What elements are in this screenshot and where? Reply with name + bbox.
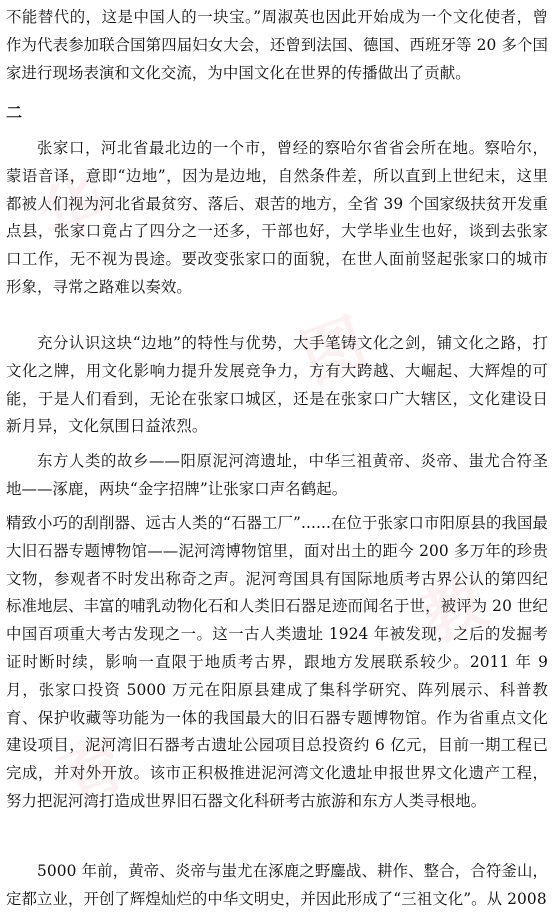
- watermark-logo: 育: [51, 725, 137, 818]
- paragraph-three-ancestors: 5000 年前，黄帝、炎帝与蚩尤在涿鹿之野鏖战、耕作、整合，合符釜山，定都立业，开创了辉煌灿烂的中华文明史，并因此形成了“三祖文化”。从 2008: [6, 862, 548, 908]
- paragraph-continued: 不能替代的，这是中国人的一块宝。”周淑英也因此开始成为一个文化使者，曾作为代表参加联合国第四届妇女大会，还曾到法国、德国、西班牙等 20 多个国家进行现场表演和文化交流，为中国文化在世界的传播做出了贡献。: [6, 8, 548, 82]
- paragraph-golden-signboards: 东方人类的故乡——阳原泥河湾遗址，中华三祖黄帝、炎帝、蚩尤合符圣地——涿鹿，两块“金字招牌”让张家口声名鹤起。: [6, 452, 548, 498]
- watermark-logo: 图: [291, 305, 377, 398]
- section-heading: 二: [6, 103, 23, 122]
- paragraph-culture-strategy: 充分认识这块“边地”的特性与优势，大手笔铸文化之剑，铺文化之路，打文化之牌，用文化影响力提升发展竞争力，方有大跨越、大崛起、大辉煌的可能，于是人们看到，无论在张家口城区，还是在张家口广大辖区，文化建设日新月异，文化氛围日益浓烈。: [6, 334, 548, 436]
- watermark-logo: 华: [31, 165, 117, 258]
- paragraph-zhangjiakou: 张家口，河北省最北边的一个市，曾经的察哈尔省省会所在地。察哈尔，蒙语音译，意即“边地”，因为是边地，自然条件差，所以直到上世纪末，这里都被人们视为河北省最贫穷、落后、艰苦的地方，全省 39 个国家级扶贫开发重点县，张家口竟占了四分之一还多，干部也好，大学毕业生也好，谈到去张家口工作，无不视为畏途。要改变张家口的面貌，在世人面前竖起张家口的城市形象，寻常之路难以奏效。: [6, 139, 548, 296]
- watermark-logo: 教: [411, 565, 497, 658]
- paragraph-nihewan-museum: 精致小巧的刮削器、远古人类的“石器工厂”......在位于张家口市阳原县的我国最大旧石器专题博物馆——泥河湾博物馆里，面对出土的距今 200 多万年的珍贵文物，参观者不时发出称奇之声。泥河弯国具有国际地质考古界公认的第四纪标准地层、丰富的哺乳动物化石和人类旧石器足迹而闻名于世，被评为 20 世纪中国百项重大考古发现之一。这一古人类遗址 1924 年被发现，之后的发掘考证时断时续，影响一直限于地质考古界，跟地方发展联系较少。2011 年 9 月，张家口投资 5000 万元在阳原县建成了集科学研究、阵列展示、科普教育、保护收藏等功能为一体的我国最大的旧石器专题博物馆。作为省重点文化建设项目，泥河湾旧石器考古遗址公园项目总投资约 6 亿元，目前一期工程已完成，并对外开放。该市正积极推进泥河湾文化遗址申报世界文化遗产工程，努力把泥河湾打造成世界旧石器文化科研考古旅游和东方人类寻根地。: [6, 514, 548, 810]
